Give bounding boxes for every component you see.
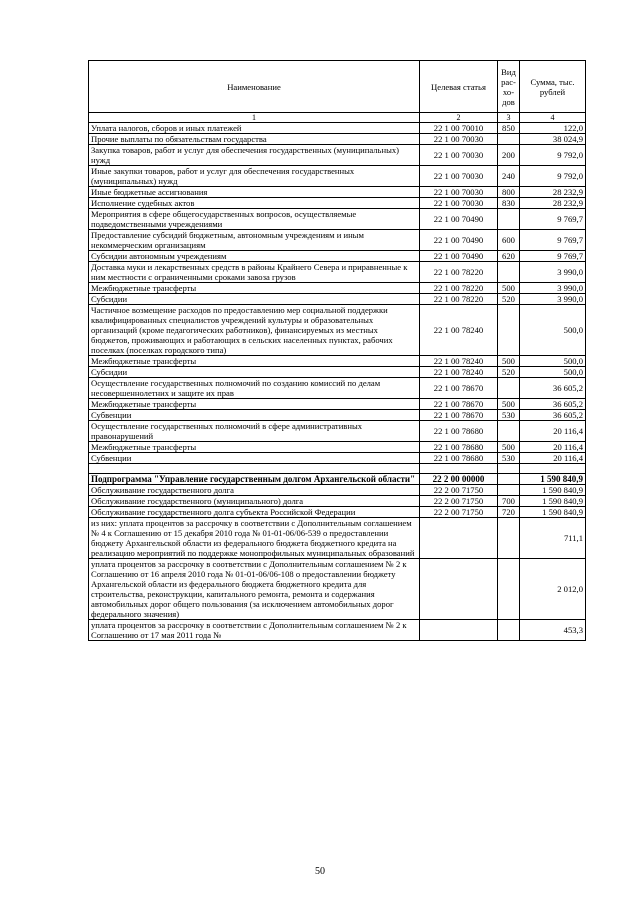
table-body	[89, 123, 586, 641]
empty-cell	[520, 464, 586, 474]
row-code: 22 1 00 78680	[420, 442, 498, 453]
row-sum: 36 605,2	[520, 399, 586, 410]
row-code	[420, 620, 498, 641]
table-row	[89, 145, 586, 166]
row-code: 22 1 00 70010	[420, 123, 498, 134]
row-name: Осуществление государственных полномочий в сфере административных правонарушений	[89, 421, 420, 442]
row-vid: 500	[498, 442, 520, 453]
table-row	[89, 378, 586, 399]
row-name: Обслуживание государственного долга субъекта Российской Федерации	[89, 507, 420, 518]
row-vid: 800	[498, 187, 520, 198]
row-code: 22 1 00 78240	[420, 367, 498, 378]
table-row	[89, 198, 586, 209]
row-vid: 620	[498, 251, 520, 262]
table-row	[89, 559, 586, 620]
row-vid	[498, 134, 520, 145]
row-code: 22 1 00 70030	[420, 145, 498, 166]
row-sum: 3 990,0	[520, 294, 586, 305]
row-name: Прочие выплаты по обязательствам государства	[89, 134, 420, 145]
row-vid: 500	[498, 283, 520, 294]
row-code: 22 1 00 78670	[420, 410, 498, 421]
row-name: Уплата налогов, сборов и иных платежей	[89, 123, 420, 134]
table-row	[89, 356, 586, 367]
row-vid: 500	[498, 356, 520, 367]
row-sum: 3 990,0	[520, 283, 586, 294]
header-vid: Вид рас-хо-дов	[498, 61, 520, 113]
col-number: 2	[420, 113, 498, 123]
row-name: Субсидии	[89, 294, 420, 305]
row-vid: 530	[498, 453, 520, 464]
row-sum: 453,3	[520, 620, 586, 641]
row-code: 22 2 00 00000	[420, 474, 498, 485]
table-row	[89, 507, 586, 518]
row-code: 22 1 00 70030	[420, 166, 498, 187]
row-vid: 850	[498, 123, 520, 134]
row-sum: 28 232,9	[520, 198, 586, 209]
row-name: из них: уплата процентов за рассрочку в соответствии с Дополнительным соглашением № 4 к Соглашению от 15 декабря 2010 года № 01-01-06/06-539 о предоставлении бюджету Архангельской области из федерального бюджета бюджетного кредита на реализацию мероприятий по поддержке монопрофильных муниципальных образований	[89, 518, 420, 559]
table-row	[89, 399, 586, 410]
column-numbers-row	[89, 113, 586, 123]
row-sum: 20 116,4	[520, 421, 586, 442]
table-row	[89, 283, 586, 294]
header-name: Наименование	[89, 61, 420, 113]
table-row	[89, 305, 586, 356]
row-sum: 1 590 840,9	[520, 496, 586, 507]
row-name: Обслуживание государственного долга	[89, 485, 420, 496]
row-sum: 500,0	[520, 356, 586, 367]
row-name: Обслуживание государственного (муниципального) долга	[89, 496, 420, 507]
row-name: Иные бюджетные ассигнования	[89, 187, 420, 198]
row-code: 22 1 00 78680	[420, 421, 498, 442]
row-name: Частичное возмещение расходов по предоставлению мер социальной поддержки квалифицированных специалистов учреждений культуры и образовательных организаций (кроме педагогических работников), финансируемых из местных бюджетов, проживающих и работающих в сельских населенных пунктах, рабочих поселках (поселках городского типа)	[89, 305, 420, 356]
row-name: уплата процентов за рассрочку в соответствии с Дополнительным соглашением № 2 к Соглашению от 17 мая 2011 года №	[89, 620, 420, 641]
row-vid: 200	[498, 145, 520, 166]
row-name: Субсидии	[89, 367, 420, 378]
row-vid	[498, 209, 520, 230]
table-row	[89, 123, 586, 134]
row-vid	[498, 559, 520, 620]
row-sum: 9 769,7	[520, 209, 586, 230]
row-name: Подпрограмма "Управление государственным долгом Архангельской области"	[89, 474, 420, 485]
row-sum: 9 769,7	[520, 251, 586, 262]
row-vid	[498, 378, 520, 399]
row-sum: 20 116,4	[520, 453, 586, 464]
row-sum: 36 605,2	[520, 378, 586, 399]
row-sum: 711,1	[520, 518, 586, 559]
row-sum: 28 232,9	[520, 187, 586, 198]
table-row	[89, 230, 586, 251]
row-sum: 500,0	[520, 305, 586, 356]
table-row	[89, 620, 586, 641]
table-row	[89, 209, 586, 230]
row-code: 22 1 00 78240	[420, 356, 498, 367]
table-row	[89, 410, 586, 421]
row-name: уплата процентов за рассрочку в соответствии с Дополнительным соглашением № 2 к Соглашению от 16 апреля 2010 года № 01-01-06/06-108 о предоставлении бюджету Архангельской области из федерального бюджета бюджетного кредита для строительства, реконструкции, капитального ремонта, ремонта и содержания автомобильных дорог общего пользования (за исключением автомобильных дорог федерального значения)	[89, 559, 420, 620]
row-name: Субвенции	[89, 453, 420, 464]
row-vid	[498, 485, 520, 496]
row-code	[420, 518, 498, 559]
row-vid: 520	[498, 367, 520, 378]
row-sum: 9 769,7	[520, 230, 586, 251]
empty-cell	[420, 464, 498, 474]
row-sum: 500,0	[520, 367, 586, 378]
row-sum: 38 024,9	[520, 134, 586, 145]
row-vid	[498, 620, 520, 641]
row-code: 22 2 00 71750	[420, 485, 498, 496]
empty-cell	[89, 464, 420, 474]
row-vid: 530	[498, 410, 520, 421]
table-row	[89, 474, 586, 485]
row-name: Предоставление субсидий бюджетным, автономным учреждениям и иным некоммерческим организациям	[89, 230, 420, 251]
row-sum: 3 990,0	[520, 262, 586, 283]
header-sum: Сумма, тыс. рублей	[520, 61, 586, 113]
row-sum: 1 590 840,9	[520, 507, 586, 518]
row-vid: 500	[498, 399, 520, 410]
row-sum: 9 792,0	[520, 145, 586, 166]
row-code: 22 1 00 78220	[420, 294, 498, 305]
row-vid	[498, 518, 520, 559]
row-vid: 600	[498, 230, 520, 251]
row-code: 22 1 00 70490	[420, 209, 498, 230]
row-name: Осуществление государственных полномочий по созданию комиссий по делам несовершеннолетних и защите их прав	[89, 378, 420, 399]
row-sum: 9 792,0	[520, 166, 586, 187]
row-vid: 520	[498, 294, 520, 305]
row-code: 22 1 00 78220	[420, 283, 498, 294]
row-sum: 1 590 840,9	[520, 485, 586, 496]
table-row	[89, 453, 586, 464]
row-sum: 20 116,4	[520, 442, 586, 453]
row-code: 22 1 00 70490	[420, 230, 498, 251]
row-vid	[498, 262, 520, 283]
col-number: 4	[520, 113, 586, 123]
table-row	[89, 187, 586, 198]
table-row	[89, 518, 586, 559]
table-row	[89, 262, 586, 283]
empty-cell	[498, 464, 520, 474]
row-vid: 830	[498, 198, 520, 209]
table-row	[89, 421, 586, 442]
row-name: Исполнение судебных актов	[89, 198, 420, 209]
row-vid	[498, 421, 520, 442]
row-code: 22 1 00 78670	[420, 378, 498, 399]
spacer-row	[89, 464, 586, 474]
table-row	[89, 367, 586, 378]
table-row	[89, 442, 586, 453]
row-code: 22 2 00 71750	[420, 507, 498, 518]
table-header	[89, 61, 586, 123]
col-number: 1	[89, 113, 420, 123]
budget-table	[88, 60, 586, 641]
row-vid: 700	[498, 496, 520, 507]
row-name: Межбюджетные трансферты	[89, 283, 420, 294]
row-code: 22 1 00 70030	[420, 134, 498, 145]
row-code: 22 1 00 70030	[420, 198, 498, 209]
row-name: Субвенции	[89, 410, 420, 421]
row-name: Закупка товаров, работ и услуг для обеспечения государственных (муниципальных) нужд	[89, 145, 420, 166]
row-vid: 720	[498, 507, 520, 518]
row-sum: 36 605,2	[520, 410, 586, 421]
table-row	[89, 251, 586, 262]
row-name: Иные закупки товаров, работ и услуг для обеспечения государственных (муниципальных) нужд	[89, 166, 420, 187]
table-row	[89, 166, 586, 187]
row-name: Доставка муки и лекарственных средств в районы Крайнего Севера и приравненные к ним местности с ограниченными сроками завоза грузов	[89, 262, 420, 283]
row-code: 22 1 00 78680	[420, 453, 498, 464]
row-code	[420, 559, 498, 620]
row-code: 22 1 00 70030	[420, 187, 498, 198]
row-vid	[498, 474, 520, 485]
row-name: Субсидии автономным учреждениям	[89, 251, 420, 262]
header-code: Целевая статья	[420, 61, 498, 113]
row-name: Межбюджетные трансферты	[89, 356, 420, 367]
row-name: Межбюджетные трансферты	[89, 442, 420, 453]
table-row	[89, 485, 586, 496]
row-sum: 2 012,0	[520, 559, 586, 620]
row-vid	[498, 305, 520, 356]
col-number: 3	[498, 113, 520, 123]
row-name: Межбюджетные трансферты	[89, 399, 420, 410]
row-sum: 1 590 840,9	[520, 474, 586, 485]
row-vid: 240	[498, 166, 520, 187]
row-code: 22 1 00 70490	[420, 251, 498, 262]
row-code: 22 2 00 71750	[420, 496, 498, 507]
row-code: 22 1 00 78670	[420, 399, 498, 410]
table-row	[89, 294, 586, 305]
row-name: Мероприятия в сфере общегосударственных вопросов, осуществляемые подведомственными учреждениями	[89, 209, 420, 230]
row-code: 22 1 00 78220	[420, 262, 498, 283]
row-code: 22 1 00 78240	[420, 305, 498, 356]
table-row	[89, 134, 586, 145]
table-row	[89, 496, 586, 507]
row-sum: 122,0	[520, 123, 586, 134]
page-number: 50	[315, 866, 325, 877]
